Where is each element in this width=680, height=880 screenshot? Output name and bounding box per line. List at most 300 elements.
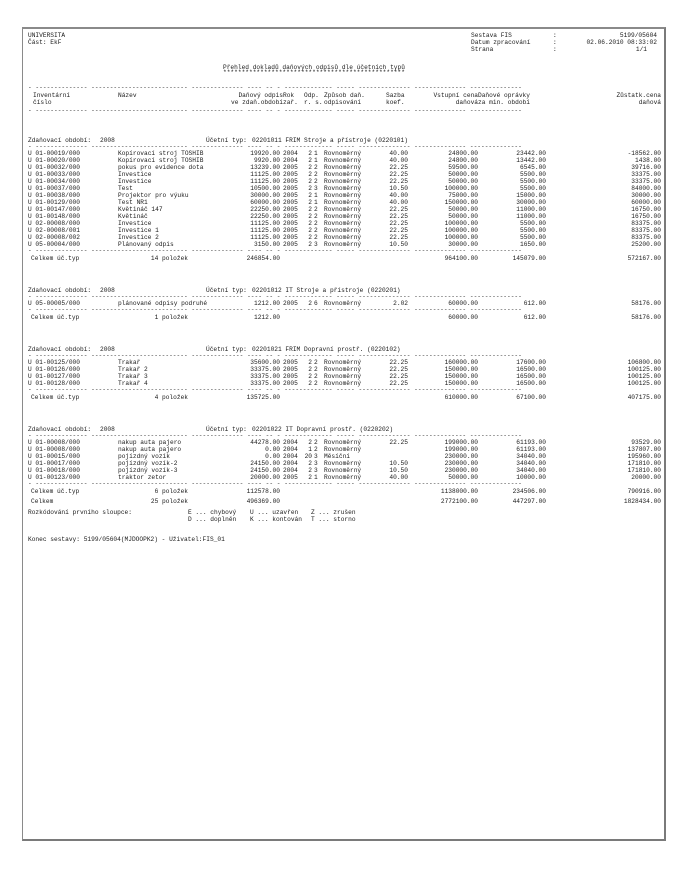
- cell-col-4: 2: [308, 150, 312, 157]
- cell-col-2: 13239.00: [250, 164, 280, 171]
- cell-col-7: 22.25: [389, 220, 408, 227]
- cell-col-6: Rovnoměrný: [324, 199, 362, 206]
- period-value: 2008: [100, 137, 115, 144]
- cell-col-3: 2005: [283, 199, 298, 206]
- grand-total-label: Celkem: [31, 498, 54, 505]
- report-title: Přehled dokladů daňových odpisů dle účetních typů: [223, 64, 405, 71]
- cell-col-0: U 01-00018/000: [28, 467, 80, 474]
- cell-col-2: 30000.00: [250, 192, 280, 199]
- cell-col-8: 30000.00: [448, 241, 478, 248]
- cell-col-0: U 01-00020/000: [28, 157, 80, 164]
- total-odpis: 246854.00: [246, 255, 280, 262]
- cell-col-4: 2: [308, 199, 312, 206]
- legend-item: K ... kontován: [250, 516, 302, 523]
- cell-col-0: U 01-00015/000: [28, 453, 80, 460]
- cell-col-3: 2004: [283, 460, 298, 467]
- column-header-c9: Daňové oprávky: [478, 92, 530, 99]
- total-odpis: 1212.00: [254, 314, 280, 321]
- cell-col-0: U 01-00123/000: [28, 474, 80, 481]
- column-header-c5-line2: r. s.: [304, 99, 323, 106]
- cell-col-8: 100000.00: [444, 185, 478, 192]
- cell-col-0: U 01-00019/000: [28, 150, 80, 157]
- cell-col-6: Rovnoměrný: [324, 460, 362, 467]
- report-page: [22, 27, 666, 841]
- cell-col-10: 171810.00: [627, 467, 661, 474]
- cell-col-8: 50000.00: [448, 206, 478, 213]
- cell-col-1: Investice 2: [118, 234, 159, 241]
- cell-col-8: 100000.00: [444, 220, 478, 227]
- report-body: [28, 29, 663, 829]
- cell-col-3: 2004: [283, 439, 298, 446]
- cell-col-8: 50000.00: [448, 213, 478, 220]
- cell-col-6: Rovnoměrný: [324, 164, 362, 171]
- cell-col-1: pojízdný vozík: [118, 453, 170, 460]
- cell-col-0: U 01-00128/000: [28, 380, 80, 387]
- cell-col-7: 22.25: [389, 227, 408, 234]
- column-header-c10-line2: daňová: [638, 99, 661, 106]
- cell-col-7: 22.25: [389, 359, 408, 366]
- cell-col-0: U 01-00126/000: [28, 366, 80, 373]
- type-value: 02201022 IT Dopravní prostř. (0220202): [252, 426, 394, 433]
- cell-col-10: 20000.00: [631, 474, 661, 481]
- total-opravky: 145079.00: [512, 255, 546, 262]
- cell-col-5: 2: [314, 220, 318, 227]
- cell-col-6: Rovnoměrný: [324, 474, 362, 481]
- cell-col-1: pojízdný vozík-2: [118, 460, 178, 467]
- cell-col-4: 2: [308, 234, 312, 241]
- cell-col-9: 16500.00: [516, 366, 546, 373]
- report-value: 5199/05604: [619, 32, 657, 39]
- column-header-c7-line2: koef.: [386, 99, 405, 106]
- cell-col-6: Rovnoměrný: [324, 446, 362, 453]
- cell-col-0: U 05-00005/000: [28, 300, 80, 307]
- cell-col-4: 2: [308, 227, 312, 234]
- cell-col-6: Měsíční: [324, 453, 350, 460]
- cell-col-0: U 05-00004/000: [28, 241, 80, 248]
- sep: :: [553, 32, 557, 39]
- cell-col-9: 16500.00: [516, 373, 546, 380]
- cell-col-4: 1: [308, 446, 312, 453]
- cell-col-8: 24800.00: [448, 157, 478, 164]
- cell-col-5: 1: [314, 150, 318, 157]
- total-zustatek: 790916.00: [627, 488, 661, 495]
- cell-col-7: 10.50: [389, 185, 408, 192]
- cell-col-1: nakup auta pajero: [118, 439, 182, 446]
- cell-col-9: 11000.00: [516, 206, 546, 213]
- cell-col-9: 612.00: [523, 300, 546, 307]
- cell-col-9: 6545.00: [520, 164, 546, 171]
- cell-col-4: 2: [308, 206, 312, 213]
- legend-item: Z ... zrušen: [311, 509, 356, 516]
- cell-col-3: 2005: [283, 178, 298, 185]
- cell-col-6: Rovnoměrný: [324, 241, 362, 248]
- period-label: Zdaňovací období:: [28, 137, 92, 144]
- cell-col-9: 10000.00: [516, 474, 546, 481]
- cell-col-7: 22.25: [389, 366, 408, 373]
- cell-col-0: U 02-00008/000: [28, 220, 80, 227]
- cell-col-3: 2005: [283, 234, 298, 241]
- cell-col-9: 5500.00: [520, 185, 546, 192]
- cell-col-0: U 01-00147/000: [28, 206, 80, 213]
- cell-col-10: 93529.00: [631, 439, 661, 446]
- total-count: 6 položek: [154, 488, 188, 495]
- cell-col-2: 11125.00: [250, 227, 280, 234]
- cell-col-8: 59500.00: [448, 164, 478, 171]
- legend-item: U ... uzavřen: [250, 509, 299, 516]
- cell-col-10: 25200.00: [631, 241, 661, 248]
- sep: :: [553, 39, 557, 46]
- cell-col-8: 230000.00: [444, 460, 478, 467]
- cell-col-4: 2: [308, 460, 312, 467]
- cell-col-6: Rovnoměrný: [324, 227, 362, 234]
- type-value: 02201021 FRIM Dopravní prostř. (0220102): [252, 346, 401, 353]
- header-rule-top: - -------------- -------------------------- -------------- ---- -- - ------------- ----- -------------- -------------- --------------: [28, 84, 522, 91]
- group-rule-bottom: - -------------- -------------------------- -------------- ---- -- - ------------- ----- -------------- -------------- --------------: [28, 386, 522, 393]
- cell-col-10: -18562.00: [627, 150, 661, 157]
- grand-total-odpis: 496369.00: [246, 498, 280, 505]
- cell-col-4: 20: [304, 453, 312, 460]
- cell-col-1: traktor zetor: [118, 474, 167, 481]
- cell-col-2: 0.00: [265, 446, 280, 453]
- cell-col-8: 150000.00: [444, 199, 478, 206]
- total-odpis: 135725.00: [246, 394, 280, 401]
- type-label: Účetní typ:: [206, 426, 247, 433]
- total-label: Celkem úč.typ: [31, 255, 80, 262]
- cell-col-0: U 01-00017/000: [28, 460, 80, 467]
- cell-col-0: U 01-00148/000: [28, 213, 80, 220]
- cell-col-10: 100125.00: [627, 380, 661, 387]
- cell-col-7: 40.00: [389, 150, 408, 157]
- cell-col-5: 2: [314, 439, 318, 446]
- cell-col-9: 11000.00: [516, 213, 546, 220]
- cell-col-6: Rovnoměrný: [324, 373, 362, 380]
- cell-col-1: pojízdný vozík-3: [118, 467, 178, 474]
- cell-col-2: 33375.00: [250, 366, 280, 373]
- total-label: Celkem úč.typ: [31, 314, 80, 321]
- cell-col-6: Rovnoměrný: [324, 366, 362, 373]
- column-header-c10: Zůstatk.cena: [616, 92, 661, 99]
- total-vstupni: 610000.00: [444, 394, 478, 401]
- cell-col-1: Trakař: [118, 359, 141, 366]
- cell-col-3: 2005: [283, 474, 298, 481]
- cell-col-3: 2005: [283, 366, 298, 373]
- cell-col-9: 5500.00: [520, 178, 546, 185]
- date-value: 02.06.2010 08:33:02: [586, 39, 657, 46]
- cell-col-4: 2: [308, 300, 312, 307]
- column-header-c2: Název: [118, 92, 137, 99]
- cell-col-2: 10500.00: [250, 185, 280, 192]
- cell-col-7: 22.25: [389, 206, 408, 213]
- type-value: 02201012 IT Stroje a přístroje (0220201): [252, 287, 401, 294]
- org-name: UNIVERSITA: [28, 32, 66, 39]
- cell-col-2: 33375.00: [250, 373, 280, 380]
- date-label: Datum zpracování: [471, 39, 531, 46]
- cell-col-5: 6: [314, 300, 318, 307]
- cell-col-4: 2: [308, 185, 312, 192]
- cell-col-3: 2004: [283, 446, 298, 453]
- cell-col-7: 40.00: [389, 192, 408, 199]
- type-label: Účetní typ:: [206, 137, 247, 144]
- cell-col-3: 2004: [283, 157, 298, 164]
- cell-col-2: 20000.00: [250, 474, 280, 481]
- cell-col-5: 3: [314, 185, 318, 192]
- cell-col-0: U 01-00127/000: [28, 373, 80, 380]
- cell-col-10: 60000.00: [631, 199, 661, 206]
- cell-col-0: U 02-00008/002: [28, 234, 80, 241]
- group-rule-bottom: - -------------- -------------------------- -------------- ---- -- - ------------- ----- -------------- -------------- --------------: [28, 306, 522, 313]
- cell-col-0: U 01-00125/000: [28, 359, 80, 366]
- cell-col-2: 35600.00: [250, 359, 280, 366]
- grand-total-zustatek: 1828434.00: [623, 498, 661, 505]
- cell-col-7: 40.00: [389, 474, 408, 481]
- cell-col-7: 22.25: [389, 171, 408, 178]
- cell-col-3: 2005: [283, 164, 298, 171]
- cell-col-0: U 01-00008/000: [28, 439, 80, 446]
- cell-col-2: 44278.00: [250, 439, 280, 446]
- group-rule-bottom: - -------------- -------------------------- -------------- ---- -- - ------------- ----- -------------- -------------- --------------: [28, 247, 522, 254]
- cell-col-10: 58176.00: [631, 300, 661, 307]
- page-value: 1/1: [635, 46, 647, 53]
- cell-col-10: 100125.00: [627, 373, 661, 380]
- cell-col-8: 150000.00: [444, 366, 478, 373]
- cell-col-5: 2: [314, 446, 318, 453]
- cell-col-0: U 01-00037/000: [28, 185, 80, 192]
- cell-col-3: 2005: [283, 380, 298, 387]
- type-value: 02201011 FRIM Stroje a přístroje (0220101): [252, 137, 408, 144]
- cell-col-5: 2: [314, 213, 318, 220]
- cell-col-9: 5500.00: [520, 234, 546, 241]
- cell-col-7: 10.50: [389, 241, 408, 248]
- total-opravky: 612.00: [523, 314, 546, 321]
- cell-col-4: 2: [308, 241, 312, 248]
- cell-col-4: 2: [308, 164, 312, 171]
- cell-col-5: 2: [314, 366, 318, 373]
- cell-col-4: 2: [308, 157, 312, 164]
- cell-col-5: 1: [314, 474, 318, 481]
- cell-col-6: Rovnoměrný: [324, 171, 362, 178]
- cell-col-8: 75000.00: [448, 192, 478, 199]
- cell-col-9: 5500.00: [520, 171, 546, 178]
- cell-col-4: 2: [308, 467, 312, 474]
- cell-col-4: 2: [308, 359, 312, 366]
- cell-col-1: Trakař 2: [118, 366, 148, 373]
- total-label: Celkem úč.typ: [31, 394, 80, 401]
- cell-col-3: 2005: [283, 227, 298, 234]
- column-header-c9-line2: za min. období: [478, 99, 530, 106]
- cell-col-7: 22.25: [389, 439, 408, 446]
- cell-col-3: 2005: [283, 300, 298, 307]
- total-count: 1 položek: [154, 314, 188, 321]
- total-zustatek: 407175.00: [627, 394, 661, 401]
- cell-col-0: U 01-00129/000: [28, 199, 80, 206]
- cell-col-10: 195960.00: [627, 453, 661, 460]
- cell-col-6: Rovnoměrný: [324, 178, 362, 185]
- cell-col-1: Projektor pro výuku: [118, 192, 189, 199]
- total-count: 14 položek: [150, 255, 188, 262]
- part-label: Část: EkF: [28, 39, 62, 46]
- total-count: 4 položek: [154, 394, 188, 401]
- cell-col-1: Květináč: [118, 213, 148, 220]
- cell-col-9: 34040.00: [516, 460, 546, 467]
- column-header-c8: Vstupní cena: [433, 92, 478, 99]
- cell-col-4: 2: [308, 213, 312, 220]
- cell-col-1: pokus pro evidence dota: [118, 164, 204, 171]
- cell-col-8: 150000.00: [444, 380, 478, 387]
- cell-col-2: 33375.00: [250, 380, 280, 387]
- cell-col-3: 2005: [283, 373, 298, 380]
- report-title-underline: *************************************************: [223, 69, 405, 76]
- cell-col-3: 2005: [283, 213, 298, 220]
- total-opravky: 67100.00: [516, 394, 546, 401]
- cell-col-8: 50000.00: [448, 474, 478, 481]
- column-header-c4-line2: zař.: [283, 99, 298, 106]
- cell-col-2: 1212.00: [254, 300, 280, 307]
- cell-col-10: 33375.00: [631, 178, 661, 185]
- column-header-c3: Daňový odpis: [238, 92, 283, 99]
- cell-col-9: 34040.00: [516, 453, 546, 460]
- cell-col-8: 50000.00: [448, 178, 478, 185]
- cell-col-2: 9920.00: [254, 157, 280, 164]
- cell-col-0: U 01-00033/000: [28, 171, 80, 178]
- cell-col-8: 50000.00: [448, 171, 478, 178]
- cell-col-2: 60000.00: [250, 199, 280, 206]
- total-vstupni: 1138000.00: [440, 488, 478, 495]
- legend-item: E ... chybový: [188, 509, 237, 516]
- cell-col-5: 1: [314, 192, 318, 199]
- cell-col-0: U 02-00008/001: [28, 227, 80, 234]
- cell-col-7: 22.25: [389, 164, 408, 171]
- cell-col-1: Investice: [118, 178, 152, 185]
- cell-col-9: 15000.00: [516, 192, 546, 199]
- cell-col-5: 2: [314, 178, 318, 185]
- column-header-c1-line2: číslo: [33, 99, 52, 106]
- cell-col-2: 24150.00: [250, 467, 280, 474]
- column-header-c6: Způsob daň.: [324, 92, 365, 99]
- cell-col-10: 100125.00: [627, 366, 661, 373]
- cell-col-10: 16750.00: [631, 206, 661, 213]
- cell-col-7: 22.25: [389, 178, 408, 185]
- cell-col-6: Rovnoměrný: [324, 234, 362, 241]
- cell-col-9: 16500.00: [516, 380, 546, 387]
- cell-col-3: 2005: [283, 206, 298, 213]
- cell-col-5: 2: [314, 206, 318, 213]
- cell-col-7: 2.02: [393, 300, 408, 307]
- cell-col-10: 30000.00: [631, 192, 661, 199]
- cell-col-9: 30000.00: [516, 199, 546, 206]
- cell-col-5: 1: [314, 157, 318, 164]
- cell-col-6: Rovnoměrný: [324, 467, 362, 474]
- column-header-c3-line2: ve zdaň.období: [231, 99, 283, 106]
- legend-item: T ... storno: [311, 516, 356, 523]
- total-vstupni: 60000.00: [448, 314, 478, 321]
- cell-col-3: 2005: [283, 185, 298, 192]
- cell-col-9: 61193.00: [516, 439, 546, 446]
- cell-col-6: Rovnoměrný: [324, 300, 362, 307]
- total-zustatek: 572167.00: [627, 255, 661, 262]
- column-header-c6-line2: odpisování: [324, 99, 362, 106]
- cell-col-2: 3150.00: [254, 241, 280, 248]
- cell-col-8: 100000.00: [444, 227, 478, 234]
- legend-item: D ... doplněn: [188, 516, 237, 523]
- cell-col-10: 83375.00: [631, 220, 661, 227]
- cell-col-6: Rovnoměrný: [324, 359, 362, 366]
- cell-col-4: 2: [308, 474, 312, 481]
- total-zustatek: 58176.00: [631, 314, 661, 321]
- period-label: Zdaňovací období:: [28, 426, 92, 433]
- cell-col-9: 1650.00: [520, 241, 546, 248]
- type-label: Účetní typ:: [206, 346, 247, 353]
- cell-col-5: 2: [314, 227, 318, 234]
- cell-col-1: Plánovaný odpis: [118, 241, 174, 248]
- cell-col-2: 11125.00: [250, 220, 280, 227]
- cell-col-5: 2: [314, 380, 318, 387]
- cell-col-10: 83375.00: [631, 227, 661, 234]
- cell-col-0: U 01-00032/000: [28, 164, 80, 171]
- cell-col-3: 2005: [283, 220, 298, 227]
- cell-col-3: 2005: [283, 171, 298, 178]
- cell-col-2: 11125.00: [250, 178, 280, 185]
- cell-col-4: 2: [308, 439, 312, 446]
- cell-col-8: 230000.00: [444, 467, 478, 474]
- cell-col-10: 83375.00: [631, 234, 661, 241]
- cell-col-6: Rovnoměrný: [324, 150, 362, 157]
- cell-col-3: 2004: [283, 453, 298, 460]
- cell-col-5: 3: [314, 467, 318, 474]
- cell-col-3: 2005: [283, 241, 298, 248]
- column-header-c7: Sazba: [386, 92, 405, 99]
- cell-col-10: 84000.00: [631, 185, 661, 192]
- cell-col-6: Rovnoměrný: [324, 206, 362, 213]
- group-rule-bottom: - -------------- -------------------------- -------------- ---- -- - ------------- ----- -------------- -------------- --------------: [28, 480, 522, 487]
- cell-col-7: 22.25: [389, 234, 408, 241]
- cell-col-10: 39716.00: [631, 164, 661, 171]
- group-rule-top: - -------------- -------------------------- -------------- ---- -- - ------------- ----- -------------- -------------- --------------: [28, 293, 522, 300]
- cell-col-10: 106800.00: [627, 359, 661, 366]
- sep: :: [553, 46, 557, 53]
- total-vstupni: 964100.00: [444, 255, 478, 262]
- period-value: 2008: [100, 426, 115, 433]
- cell-col-1: nakup auta pajero: [118, 446, 182, 453]
- cell-col-6: Rovnoměrný: [324, 157, 362, 164]
- cell-col-10: 137807.00: [627, 446, 661, 453]
- cell-col-5: 2: [314, 234, 318, 241]
- cell-col-7: 40.00: [389, 157, 408, 164]
- cell-col-3: 2004: [283, 467, 298, 474]
- cell-col-8: 100000.00: [444, 234, 478, 241]
- group-rule-top: - -------------- -------------------------- -------------- ---- -- - ------------- ----- -------------- -------------- --------------: [28, 352, 522, 359]
- cell-col-8: 60000.00: [448, 300, 478, 307]
- column-header-c1: Inventární: [33, 92, 71, 99]
- cell-col-1: Investice: [118, 220, 152, 227]
- cell-col-7: 40.00: [389, 199, 408, 206]
- cell-col-0: U 01-00008/000: [28, 446, 80, 453]
- cell-col-9: 61193.00: [516, 446, 546, 453]
- cell-col-9: 13442.00: [516, 157, 546, 164]
- period-label: Zdaňovací období:: [28, 346, 92, 353]
- cell-col-6: Rovnoměrný: [324, 220, 362, 227]
- cell-col-1: Test NR1: [118, 199, 148, 206]
- cell-col-3: 2005: [283, 192, 298, 199]
- report-footer: Konec sestavy: 5199/05604(MJDOOPK2) - Uživatel:FIS_01: [28, 536, 225, 543]
- cell-col-1: Investice 1: [118, 227, 159, 234]
- cell-col-2: 11125.00: [250, 234, 280, 241]
- cell-col-2: 22250.00: [250, 213, 280, 220]
- cell-col-1: Trakař 3: [118, 373, 148, 380]
- cell-col-4: 2: [308, 220, 312, 227]
- cell-col-2: 19920.00: [250, 150, 280, 157]
- cell-col-7: 22.25: [389, 380, 408, 387]
- cell-col-7: 10.50: [389, 460, 408, 467]
